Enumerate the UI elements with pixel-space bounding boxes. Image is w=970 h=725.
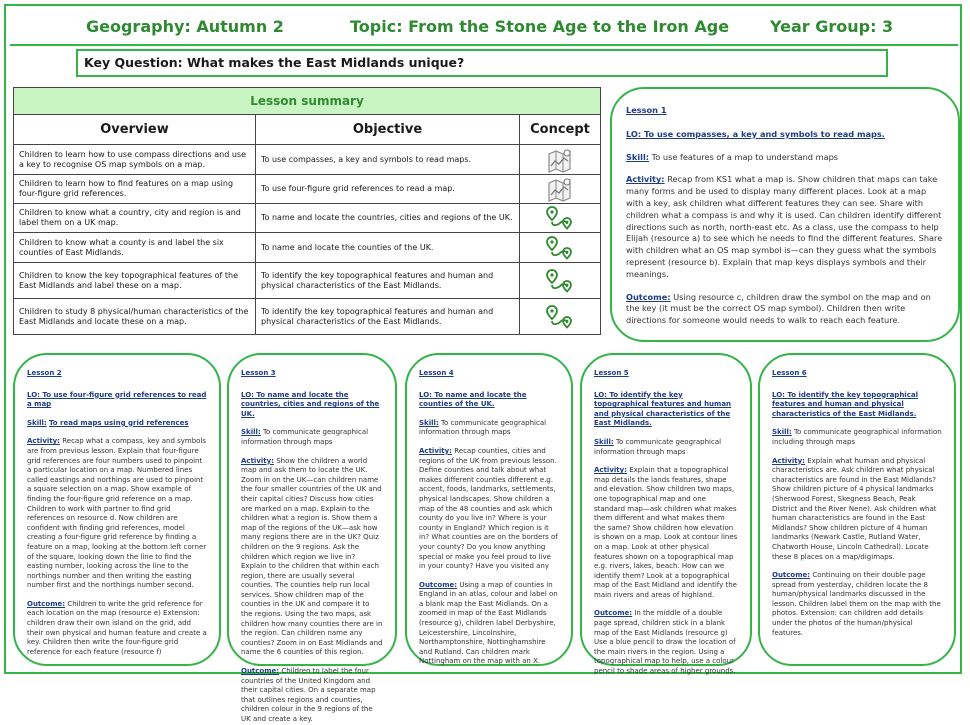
lesson-2-card bbox=[13, 353, 221, 666]
overview-cell: Children to know the key topographical features of the East Midlands and label these on a map. bbox=[14, 263, 256, 299]
lesson-outcome: Outcome: In the middle of a double page spread, children stick in a blank map of the East Midlands (resource g) Use a blue pencil to draw the location of the main rivers in the region. Using a topographical map to help, use a colour pencil to shade areas of higher grounds. bbox=[594, 609, 736, 676]
lesson-lo: LO: To identify the key topographical features and human and physical characteristics of the East Midlands. bbox=[772, 390, 918, 418]
lesson-1-card bbox=[610, 87, 960, 342]
lesson-lo: LO: To identify the key topographical features and human and physical characteristics of the East Midlands. bbox=[594, 390, 732, 428]
subject-title: Geography: Autumn 2 bbox=[86, 17, 284, 36]
overview-cell: Children to study 8 physical/human characteristics of the East Midlands and locate these on a map. bbox=[14, 299, 256, 335]
objective-cell: To identify the key topographical features and human and physical characteristics of the East Midlands. bbox=[256, 263, 520, 299]
key-question: Key Question: What makes the East Midlands unique? bbox=[76, 49, 888, 77]
overview-cell: Children to learn how to find features on a map using four-figure grid references. bbox=[14, 175, 256, 204]
lesson-outcome: Outcome: Children to write the grid reference for each location on the map (resource e) Extension: children draw their own island on the grid, add their own physical and human feature and create a key. Children then write the four-figure grid reference for each feature (resource f) bbox=[27, 599, 207, 656]
table-row bbox=[14, 175, 601, 204]
lesson-title: Lesson 6 bbox=[772, 369, 807, 377]
map-icon bbox=[520, 147, 600, 173]
objective-cell: To name and locate the countries, cities and regions of the UK. bbox=[256, 204, 520, 233]
lesson-title: Lesson 1 bbox=[626, 105, 667, 115]
objective-cell: To use four-figure grid references to read a map. bbox=[256, 175, 520, 204]
lesson-outcome: Outcome: Using resource c, children draw the symbol on the map and on the key (it must be the correct OS map symbol). Children then write directions for someone would needs to walk to reach each feature. bbox=[626, 291, 931, 326]
table-row bbox=[14, 299, 601, 335]
lesson-outcome: Outcome: Continuing on their double page spread from yesterday, children locate the 8 human/physical landmarks discussed in the lesson. Children label them on the map with the photos. Extension: can children add details under the photos of the human/physical features. bbox=[772, 571, 941, 637]
lesson-lo: LO: To use compasses, a key and symbols to read maps. bbox=[626, 128, 885, 139]
overview-cell: Children to know what a county is and label the six counties of East Midlands. bbox=[14, 233, 256, 263]
objective-cell: To use compasses, a key and symbols to read maps. bbox=[256, 145, 520, 175]
lesson-activity: Activity: Recap from KS1 what a map is. Show children that maps can take many forms and be used to display many different places. Look at a map with a key, ask children what different features they can see. Share with children what a compass is and why it is used. Can children identify different directions such as north, north-east etc. As a class, use the compass to help Elijah (resource a) to see which he needs to find the different features. Share with children what an OS map symbol is—can they guess what the symbols represent (resource b). Explain that map keys displays symbols and their meanings. bbox=[626, 174, 943, 279]
lesson-skill: Skill: To communicate geographical information through maps bbox=[419, 418, 547, 437]
lesson-lo: LO: To name and locate the counties of the UK. bbox=[419, 390, 527, 409]
objective-cell: To identify the key topographical features and human and physical characteristics of the East Midlands. bbox=[256, 299, 520, 335]
summary-title: Lesson summary bbox=[14, 88, 601, 115]
header-divider bbox=[10, 44, 958, 46]
lesson-lo: LO: To use four-figure grid references to read a map bbox=[27, 390, 207, 409]
lesson-title: Lesson 5 bbox=[594, 369, 629, 377]
lesson-skill: Skill: To use features of a map to understand maps bbox=[626, 151, 839, 162]
overview-header: Overview bbox=[14, 115, 256, 145]
lesson-activity: Activity: Show the children a world map and ask them to locate the UK. Zoom in on the UK—can children name the four smaller countries of the UK and their capital cities? Discuss how cities are marked on a map. Explain to the children what a region is. Show them a map of the regions of the UK—ask how many regions there are in the UK? Quiz children on the 9 regions. Ask the children which region we live in? Explain to the children that within each region, there are usually several counties. The counties help run local services. Show children map of the counties in the UK and compare it to the regions. Using the two maps, ask children how many counties there are in the region. Can children name any counties? Zoom in on East Midlands and name the 6 counties of this region. bbox=[241, 456, 383, 657]
map-icon bbox=[520, 176, 600, 202]
lesson-skill: Skill: To communicate geographical information through maps bbox=[594, 437, 722, 456]
lesson-outcome: Outcome: Using a map of counties in England in an atlas, colour and label on a blank map the East Midlands. On a zoomed in map of the East Midlands (resource g), children label Derbyshire, Leicestershire, Lincolnshire, Northamptonshire, Nottinghamshire and Rutland. Can children mark Nottingham on the map with an X. bbox=[419, 580, 558, 666]
lesson-activity: Activity: Explain what human and physical characteristics are. Ask children what physical characteristics are found in the East Midlands? Show children picture of 4 physical landmarks (Sherwood Forest, Skegness Beach, Peak District and the River Nene). Ask children what human characteristics are found in the East Midlands? Show children picture of 4 human landmarks (Newark Castle, Rutland Water, Chatworth House, Lincoln Cathedral). Locate these 8 places on a map/digimaps. bbox=[772, 456, 937, 561]
overview-cell: Children to learn how to use compass directions and use a key to recognise OS map symbols on a map. bbox=[14, 145, 256, 175]
concept-header: Concept bbox=[520, 115, 601, 145]
table-row bbox=[14, 204, 601, 233]
lesson-skill: Skill: To communicate geographical information through maps bbox=[241, 428, 369, 446]
lesson-summary-table bbox=[13, 87, 601, 335]
lesson-skill: Skill: To communicate geographical information including through maps bbox=[772, 428, 942, 446]
lesson-title: Lesson 4 bbox=[419, 369, 454, 377]
lesson-activity: Activity: Recap counties, cities and regions of the UK from previous lesson. Define counties and talk about what makes different counties different e.g. accent, foods, landmarks, settlements, physical landscapes. Show children a map of the 48 counties and ask which county do you live in? Where is your county in England? Which region is it in? What counties are on the borders of your county? Do you know anything special or make you feel proud to live in your county? Have you visited any bbox=[419, 446, 558, 571]
route-pin-icon bbox=[520, 235, 600, 261]
route-pin-icon bbox=[520, 268, 600, 294]
topic-title: Topic: From the Stone Age to the Iron Age bbox=[350, 17, 730, 36]
year-group-title: Year Group: 3 bbox=[770, 17, 894, 36]
overview-cell: Children to know what a country, city and region is and label them on a UK map. bbox=[14, 204, 256, 233]
lesson-6-card bbox=[758, 353, 956, 666]
route-pin-icon bbox=[520, 304, 600, 330]
table-row bbox=[14, 233, 601, 263]
lesson-activity: Activity: Explain that a topographical map details the lands features, shape and elevation. Show children two maps, one topographical map and one standard map—ask children what makes them different and what makes them the same? Show children how elevation is shown on a map. Look at contour lines on a map. Look at other physical features shown on a topographical map e.g. rivers, lakes, beach. How can we identify them? Look at a topographical map of the East Midland and identify the main rivers and areas of highland. bbox=[594, 466, 738, 599]
lesson-3-card bbox=[227, 353, 397, 723]
lesson-title: Lesson 3 bbox=[241, 369, 276, 377]
route-pin-icon bbox=[520, 205, 600, 231]
table-row bbox=[14, 145, 601, 175]
objective-cell: To name and locate the counties of the UK. bbox=[256, 233, 520, 263]
lesson-title: Lesson 2 bbox=[27, 369, 62, 377]
lesson-skill: Skill: To read maps using grid references bbox=[27, 418, 189, 427]
lesson-5-card bbox=[580, 353, 752, 676]
lesson-outcome: Outcome: Children to label the four countries of the United Kingdom and their capital cities. On a separate map that outlines regions and counties, children colour in the 9 regions of the UK and create a key. bbox=[241, 667, 376, 723]
page-header bbox=[10, 17, 958, 43]
lesson-lo: LO: To name and locate the countries, cities and regions of the UK. bbox=[241, 390, 380, 418]
objective-header: Objective bbox=[256, 115, 520, 145]
table-row bbox=[14, 263, 601, 299]
lesson-activity: Activity: Recap what a compass, key and symbols are from previous lesson. Explain that four-figure grid references are four numbers used to pinpoint a particular location on a map. Numbered lines called eastings and northings are used to pinpoint a square selection on a map. Show example of finding the four-figure grid reference on a map. Children to work with partner to find grid references on resource d. Now children are confident with finding grid references, model creating a four-figure grid reference by finding a feature on a map, looking at the bottom left corner of the square, looking down the line to find the easting number, looking across the line to the northings number and then writing the easting number first and the northings number second. bbox=[27, 437, 207, 590]
lesson-4-card bbox=[405, 353, 573, 666]
